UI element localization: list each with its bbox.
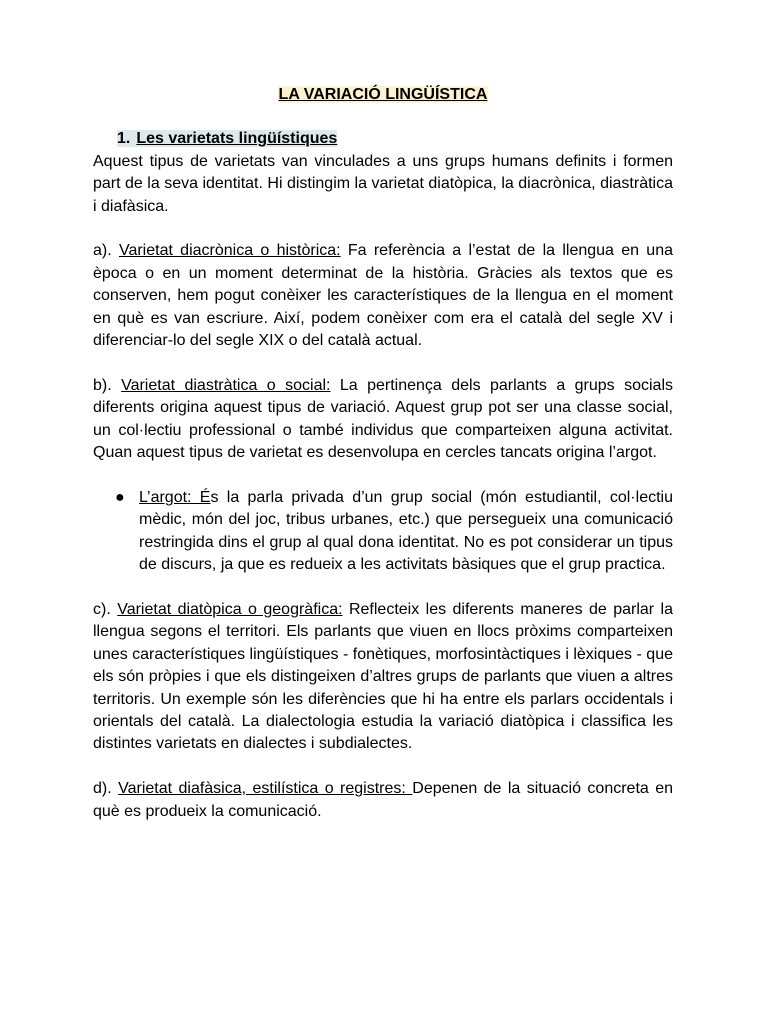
spacer bbox=[93, 756, 673, 778]
spacer bbox=[93, 218, 673, 240]
paragraph-d-label: Varietat diafàsica, estilística o registres: bbox=[118, 780, 413, 798]
spacer bbox=[93, 464, 673, 486]
paragraph-c-text: Reflecteix les diferents maneres de parlar la llengua segons el territori. Els parlants que viuen en llocs pròxims comparteixen unes característiques lingüístiques - fonètiques, morfosintàctiques i lèxiques - que els són pròpies i que els distingeixen d’altres grups de parlants que viuen a altres territoris. Un exemple són les diferències que hi ha entre els parlars occidentals i orientals del català. La dialectologia estudia la variació diatòpica i classifica les distintes varietats en dialectes i subdialectes. bbox=[93, 600, 674, 753]
section-1-number: 1. bbox=[117, 130, 131, 148]
section-1-highlight bbox=[117, 130, 337, 147]
spacer bbox=[93, 352, 673, 374]
paragraph-d-text: Depenen de la situació concreta en què es produeix la comunicació. bbox=[93, 780, 674, 820]
paragraph-c bbox=[93, 599, 673, 756]
paragraph-b bbox=[93, 375, 673, 465]
paragraph-c-label: Varietat diatòpica o geogràfica: bbox=[117, 600, 343, 618]
spacer bbox=[93, 576, 673, 598]
section-1-intro: Aquest tipus de varietats van vinculades a uns grups humans definits i formen part de la seva identitat. Hi distingim la varietat diatòpica, la diacrònica, diastràtica i diafàsica. bbox=[93, 152, 673, 215]
section-1-title: Les varietats lingüístiques bbox=[136, 130, 338, 148]
argot-text: s la parla privada d’un grup social (món estudiantil, col·lectiu mèdic, món del joc, tribus urbanes, etc.) que persegueix una comunicació restringida dins el grup al qual dona identitat. No es pot considerar un tipus de discurs, ja que es redueix a les activitats bàsiques que el grup practica. bbox=[139, 488, 673, 574]
paragraph-c-prefix: c). bbox=[93, 600, 118, 618]
paragraph-d-prefix: d). bbox=[93, 780, 119, 798]
section-1-heading bbox=[117, 128, 673, 150]
paragraph-a bbox=[93, 240, 673, 352]
argot-label: L’argot: É bbox=[139, 488, 211, 506]
document-page bbox=[93, 84, 673, 823]
bullet-list bbox=[93, 487, 673, 577]
paragraph-b-label: Varietat diastràtica o social: bbox=[121, 376, 331, 394]
document-title: LA VARIACIÓ LINGÜÍSTICA bbox=[278, 86, 488, 103]
paragraph-a-text: Fa referència a l’estat de la llengua en una època o en un moment determinat de la història. Gràcies als textos que es conserven, hem pogut conèixer les característiques de la llengua en el moment en què es van escriure. Així, podem conèixer com era el català del segle XV i diferenciar-lo del segle XIX o del català actual. bbox=[93, 242, 673, 350]
bullet-dot: ● bbox=[115, 488, 125, 506]
title-wrap bbox=[93, 84, 673, 106]
paragraph-a-prefix: a). bbox=[93, 242, 119, 260]
paragraph-a-label: Varietat diacrònica o històrica: bbox=[118, 242, 341, 260]
list-item-argot bbox=[115, 487, 673, 577]
paragraph-d bbox=[93, 778, 673, 823]
paragraph-b-prefix: b). bbox=[93, 376, 122, 394]
paragraph-b-text: La pertinença dels parlants a grups socials diferents origina aquest tipus de variació. Aquest grup pot ser una classe social, un col·lectiu professional o també individus que comparteixen alguna activitat. Quan aquest tipus de varietat es desenvolupa en cercles tancats origina l’argot. bbox=[93, 376, 673, 462]
